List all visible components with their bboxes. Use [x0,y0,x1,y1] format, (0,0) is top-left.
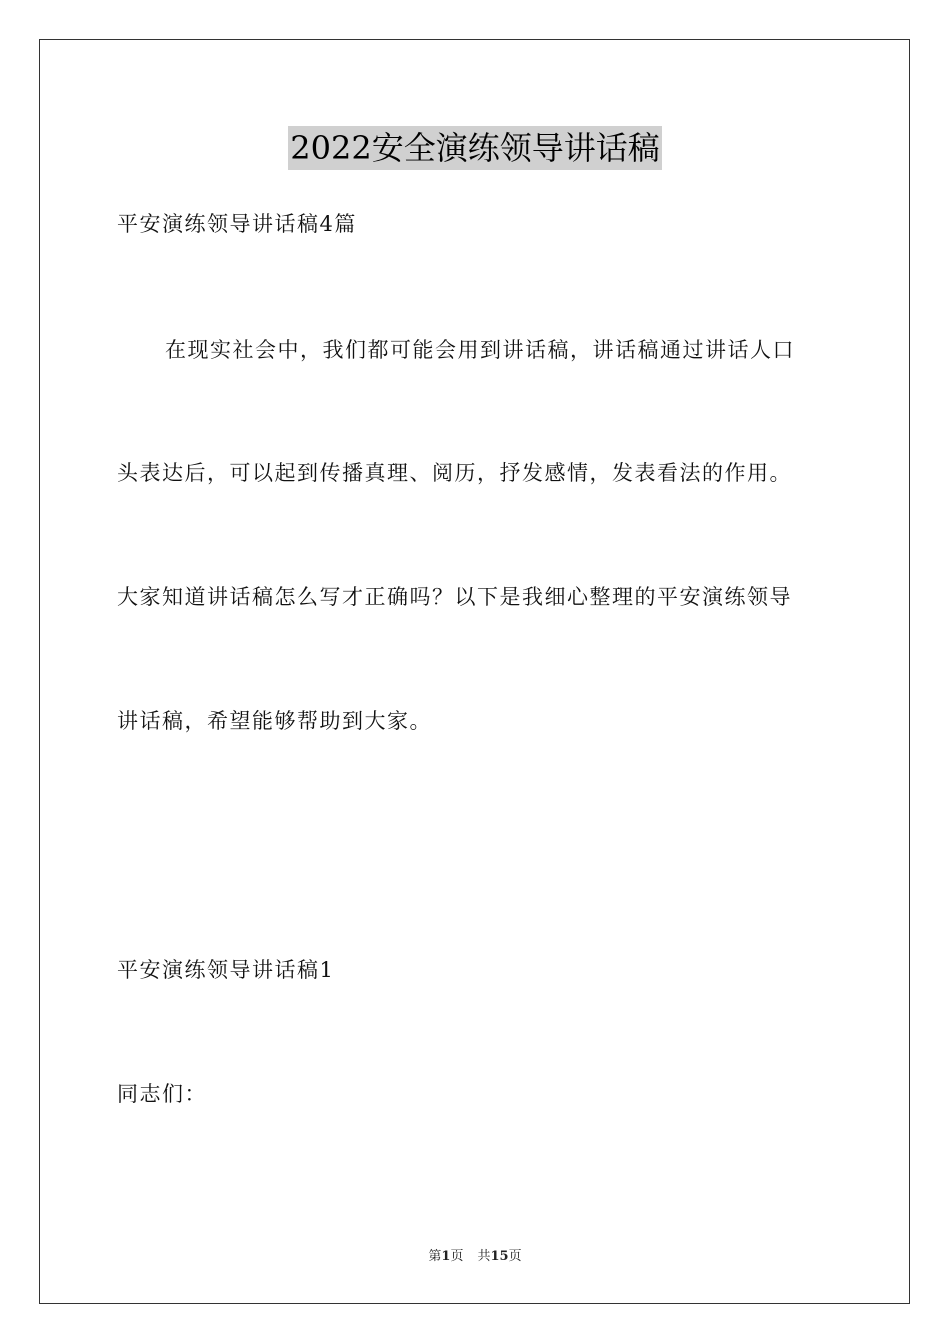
page-footer [0,1248,950,1266]
salutation: 同志们： [117,1082,207,1106]
document-title: 2022安全演练领导讲话稿 [288,126,661,170]
document-subtitle: 平安演练领导讲话稿4篇 [117,212,357,236]
title-container [0,126,950,170]
footer-total-suffix: 页 [508,1249,522,1264]
footer-total-pages: 15 [490,1249,509,1264]
paragraph-line: 在现实社会中，我们都可能会用到讲话稿，讲话稿通过讲话人口 [165,338,795,362]
footer-page-suffix: 页 [450,1249,464,1264]
footer-page-number: 1 [441,1249,451,1264]
footer-total-prefix: 共 [477,1249,491,1264]
paragraph-line: 讲话稿，希望能够帮助到大家。 [117,709,432,733]
section-heading: 平安演练领导讲话稿1 [117,958,335,982]
footer-page-prefix: 第 [428,1249,442,1264]
paragraph-line: 大家知道讲话稿怎么写才正确吗？以下是我细心整理的平安演练领导 [117,585,792,609]
paragraph-line: 头表达后，可以起到传播真理、阅历，抒发感情，发表看法的作用。 [117,461,792,485]
